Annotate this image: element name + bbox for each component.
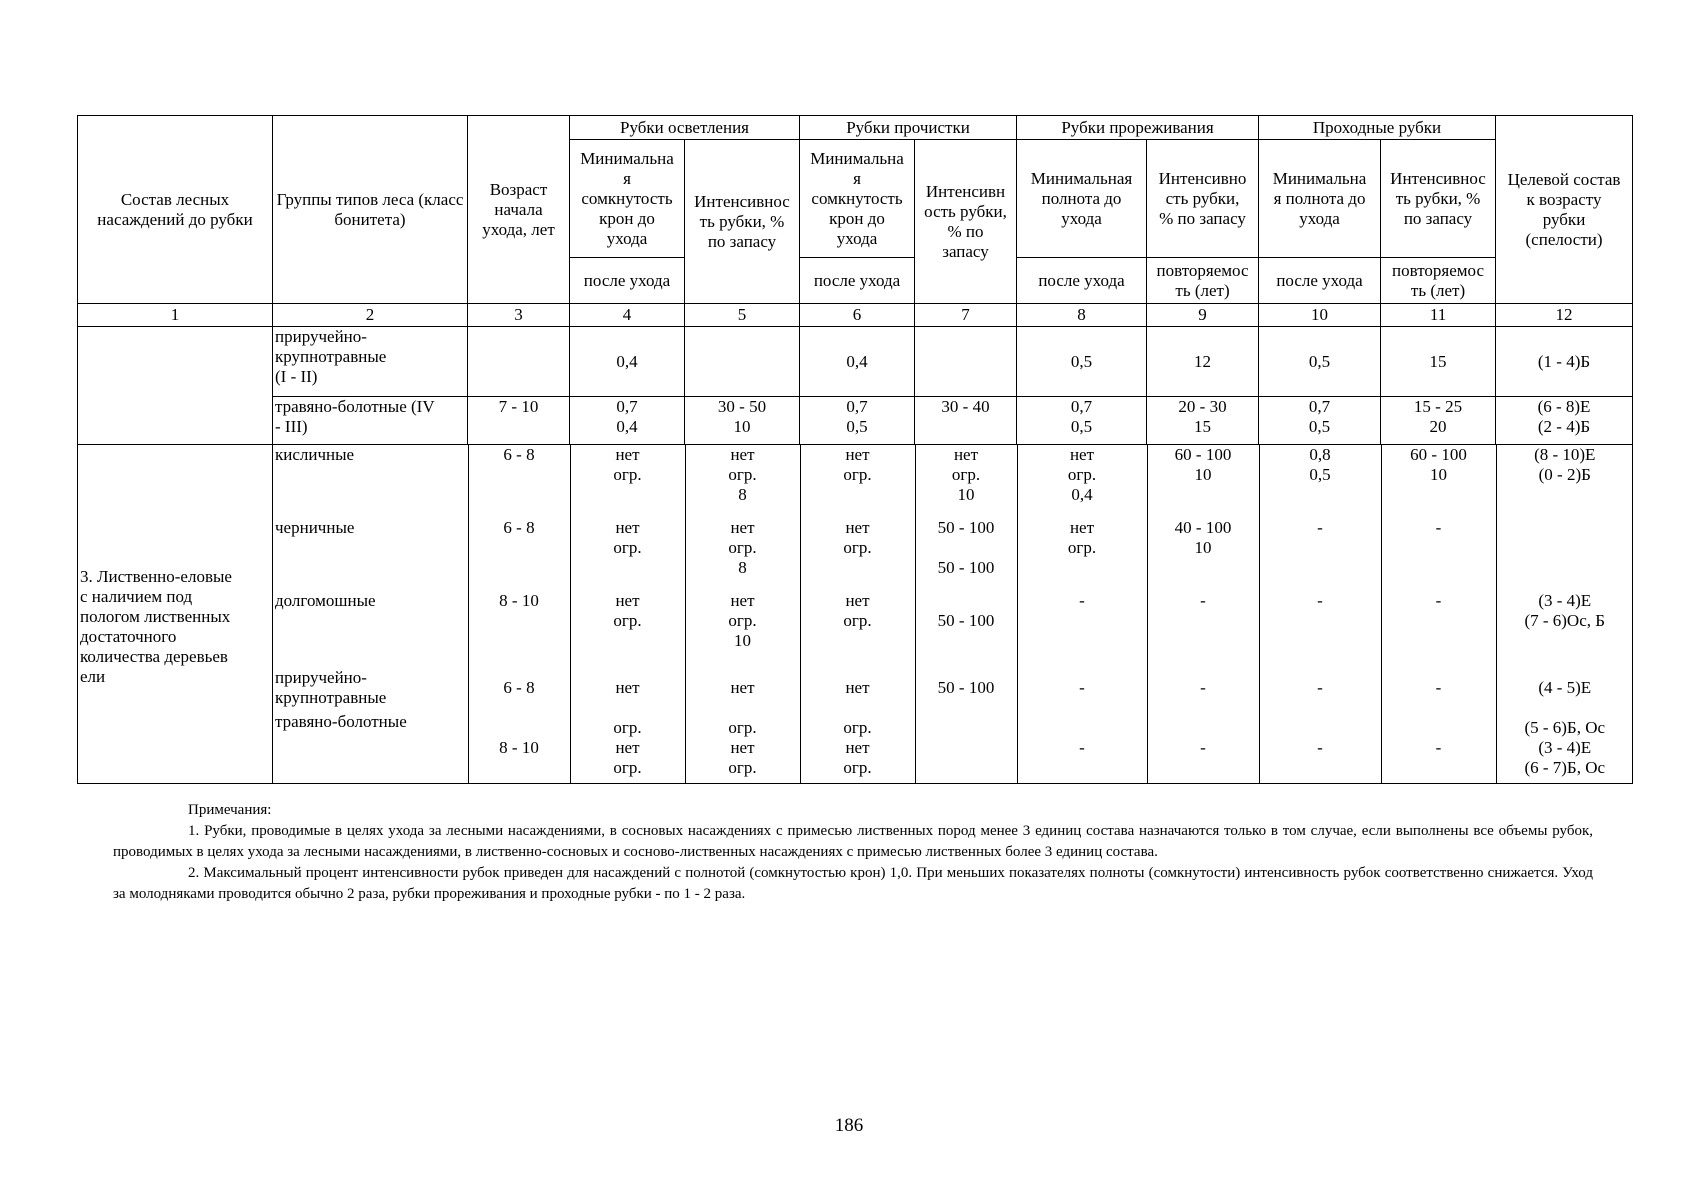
column-number: 12 (1496, 304, 1633, 327)
header-passage-min-density: Минимальна я полнота до ухода (1259, 140, 1381, 258)
table-cell: нет огр. (570, 591, 685, 664)
table-cell: 0,4 (570, 327, 685, 397)
table-row-group-3 (78, 445, 1633, 784)
table-cell: - (1147, 712, 1259, 783)
table-cell: кисличные (273, 445, 468, 518)
note-item: 1. Рубки, проводимые в целях ухода за лесными насаждениями, в сосновых насаждениях с примесью лиственных пород менее 3 единиц состава назначаются только в том случае, если выполнены все объемы рубок, проводимых в целях ухода за лесными насаждениями, в лиственно-сосновых и сосново-лиственных насаждениях с примесью лиственных более 3 единиц состава. (113, 823, 1593, 860)
header-clearing-intensity: Интенсивнос ть рубки, % по запасу (685, 140, 800, 304)
header-thinning-intensity: Интенсивно сть рубки, % по запасу (1147, 140, 1259, 258)
table-cell: огр. нет огр. (685, 712, 800, 783)
table-cell: нет огр. 10 (685, 591, 800, 664)
header-thinning-after: после ухода (1017, 258, 1147, 304)
table-cell: травяно-болотные (IV - III) (273, 397, 468, 445)
table-cell: 0,7 0,5 (1259, 397, 1381, 445)
table-cell: 0,8 0,5 (1259, 445, 1381, 518)
table-cell: нет огр. 0,4 (1017, 445, 1147, 518)
table-cell: 60 - 100 10 (1381, 445, 1496, 518)
notes-section (113, 800, 1593, 905)
table-cell: 0,7 0,5 (1017, 397, 1147, 445)
column-number: 6 (800, 304, 915, 327)
table-cell: нет огр. (800, 518, 915, 591)
column-number: 2 (273, 304, 468, 327)
table-cell: нет (800, 664, 915, 712)
table-cell: 60 - 100 10 (1147, 445, 1259, 518)
table-cell: 50 - 100 (915, 591, 1017, 664)
table-cell: нет огр. 10 (915, 445, 1017, 518)
table-cell: (1 - 4)Б (1496, 327, 1633, 397)
table-cell: 0,5 (1017, 327, 1147, 397)
column-number-row (78, 304, 1633, 327)
column-number: 5 (685, 304, 800, 327)
header-clearing-after: после ухода (570, 258, 685, 304)
table-cell: - (1017, 712, 1147, 783)
header-group-passage: Проходные рубки (1259, 116, 1496, 140)
table-cell (915, 327, 1017, 397)
table-cell (468, 327, 570, 397)
header-composition: Состав лесных насаждений до рубки (78, 116, 273, 304)
table-cell: огр. нет огр. (570, 712, 685, 783)
table-cell: 0,4 (800, 327, 915, 397)
header-group-cleaning: Рубки прочистки (800, 116, 1017, 140)
table-cell: 40 - 100 10 (1147, 518, 1259, 591)
table-cell: 20 - 30 15 (1147, 397, 1259, 445)
table-cell: черничные (273, 518, 468, 591)
table-cell: - (1147, 664, 1259, 712)
table-cell (1496, 518, 1633, 591)
column-number: 8 (1017, 304, 1147, 327)
table-cell: нет огр. (1017, 518, 1147, 591)
table-cell: приручейно- крупнотравные (I - II) (273, 327, 468, 397)
table-cell: (6 - 8)Е (2 - 4)Б (1496, 397, 1633, 445)
header-thinning-repeat: повторяемос ть (лет) (1147, 258, 1259, 304)
table-cell: 15 - 25 20 (1381, 397, 1496, 445)
table-cell: травяно-болотные (273, 712, 468, 783)
table-row (273, 664, 1633, 712)
table-cell: 6 - 8 (468, 664, 570, 712)
table-cell: 8 - 10 (468, 712, 570, 783)
table-row (273, 518, 1633, 591)
table-cell: нет (685, 664, 800, 712)
header-thinning-min-density: Минимальная полнота до ухода (1017, 140, 1147, 258)
table-cell: нет (570, 664, 685, 712)
header-group-clearing: Рубки осветления (570, 116, 800, 140)
table-cell: 50 - 100 50 - 100 (915, 518, 1017, 591)
table-cell: 6 - 8 (468, 445, 570, 518)
table-cell: 30 - 50 10 (685, 397, 800, 445)
group-3-subtable (273, 445, 1633, 783)
table-cell: 50 - 100 (915, 664, 1017, 712)
table-cell-group-empty (78, 327, 273, 445)
table-cell: - (1381, 591, 1496, 664)
table-cell: 0,7 0,5 (800, 397, 915, 445)
table-cell: - (1259, 664, 1381, 712)
header-start-age: Возраст начала ухода, лет (468, 116, 570, 304)
column-number: 3 (468, 304, 570, 327)
column-number: 4 (570, 304, 685, 327)
header-row-groups (78, 116, 1633, 140)
header-passage-repeat: повторяемос ть (лет) (1381, 258, 1496, 304)
header-passage-after: после ухода (1259, 258, 1381, 304)
header-cleaning-min-closure: Минимальна я сомкнутость крон до ухода (800, 140, 915, 258)
table-cell: (4 - 5)Е (1496, 664, 1633, 712)
table-cell: 8 - 10 (468, 591, 570, 664)
header-cleaning-after: после ухода (800, 258, 915, 304)
table-cell: нет огр. 8 (685, 445, 800, 518)
table-cell: нет огр. 8 (685, 518, 800, 591)
table-cell: - (1017, 664, 1147, 712)
table-cell: приручейно- крупнотравные (273, 664, 468, 712)
notes-heading: Примечания: (188, 802, 272, 818)
table-cell: - (1381, 664, 1496, 712)
table-cell: 12 (1147, 327, 1259, 397)
table-cell: (3 - 4)Е (7 - 6)Ос, Б (1496, 591, 1633, 664)
note-item: 2. Максимальный процент интенсивности рубок приведен для насаждений с полнотой (сомкнутостью крон) 1,0. При меньших показателях полноты (сомкнутости) интенсивность рубок соответственно снижается. Уход за молодняками проводится обычно 2 раза, рубки прореживания и проходные рубки - по 1 - 2 раза. (113, 865, 1593, 902)
table-cell: нет огр. (570, 518, 685, 591)
forest-care-table-section (77, 115, 1632, 784)
table-row (78, 397, 1633, 445)
column-number: 11 (1381, 304, 1496, 327)
table-cell: - (1259, 591, 1381, 664)
page-number: 186 (834, 1115, 864, 1136)
group-label-cell: 3. Лиственно-еловые с наличием под пологом лиственных достаточного количества деревьев ели (78, 445, 273, 784)
table-cell: - (1259, 518, 1381, 591)
table-cell (685, 327, 800, 397)
table-cell: - (1259, 712, 1381, 783)
header-passage-intensity: Интенсивнос ть рубки, % по запасу (1381, 140, 1496, 258)
table-cell: 0,7 0,4 (570, 397, 685, 445)
header-cleaning-intensity: Интенсивн ость рубки, % по запасу (915, 140, 1017, 304)
table-row (78, 327, 1633, 397)
table-cell: (8 - 10)Е (0 - 2)Б (1496, 445, 1633, 518)
column-number: 7 (915, 304, 1017, 327)
table-cell: нет огр. (570, 445, 685, 518)
header-target-composition: Целевой состав к возрасту рубки (спелости) (1496, 116, 1633, 304)
header-group-thinning: Рубки прореживания (1017, 116, 1259, 140)
header-forest-type-groups: Группы типов леса (класс бонитета) (273, 116, 468, 304)
table-row (273, 591, 1633, 664)
table-cell: нет огр. (800, 445, 915, 518)
table-cell: 6 - 8 (468, 518, 570, 591)
table-cell: 7 - 10 (468, 397, 570, 445)
table-row (273, 445, 1633, 518)
column-number: 10 (1259, 304, 1381, 327)
table-cell: - (1381, 712, 1496, 783)
table-row (273, 712, 1633, 783)
header-clearing-min-closure: Минимальна я сомкнутость крон до ухода (570, 140, 685, 258)
group-3-subrows (273, 445, 1633, 784)
table-cell: 15 (1381, 327, 1496, 397)
table-cell: нет огр. (800, 591, 915, 664)
table-cell: (5 - 6)Б, Ос (3 - 4)Е (6 - 7)Б, Ос (1496, 712, 1633, 783)
table-cell: - (1381, 518, 1496, 591)
forest-care-table (77, 115, 1633, 784)
table-cell: - (1017, 591, 1147, 664)
column-number: 9 (1147, 304, 1259, 327)
table-cell: 30 - 40 (915, 397, 1017, 445)
table-cell: 0,5 (1259, 327, 1381, 397)
table-cell: - (1147, 591, 1259, 664)
table-cell: огр. нет огр. (800, 712, 915, 783)
table-cell: долгомошные (273, 591, 468, 664)
table-cell (915, 712, 1017, 783)
column-number: 1 (78, 304, 273, 327)
